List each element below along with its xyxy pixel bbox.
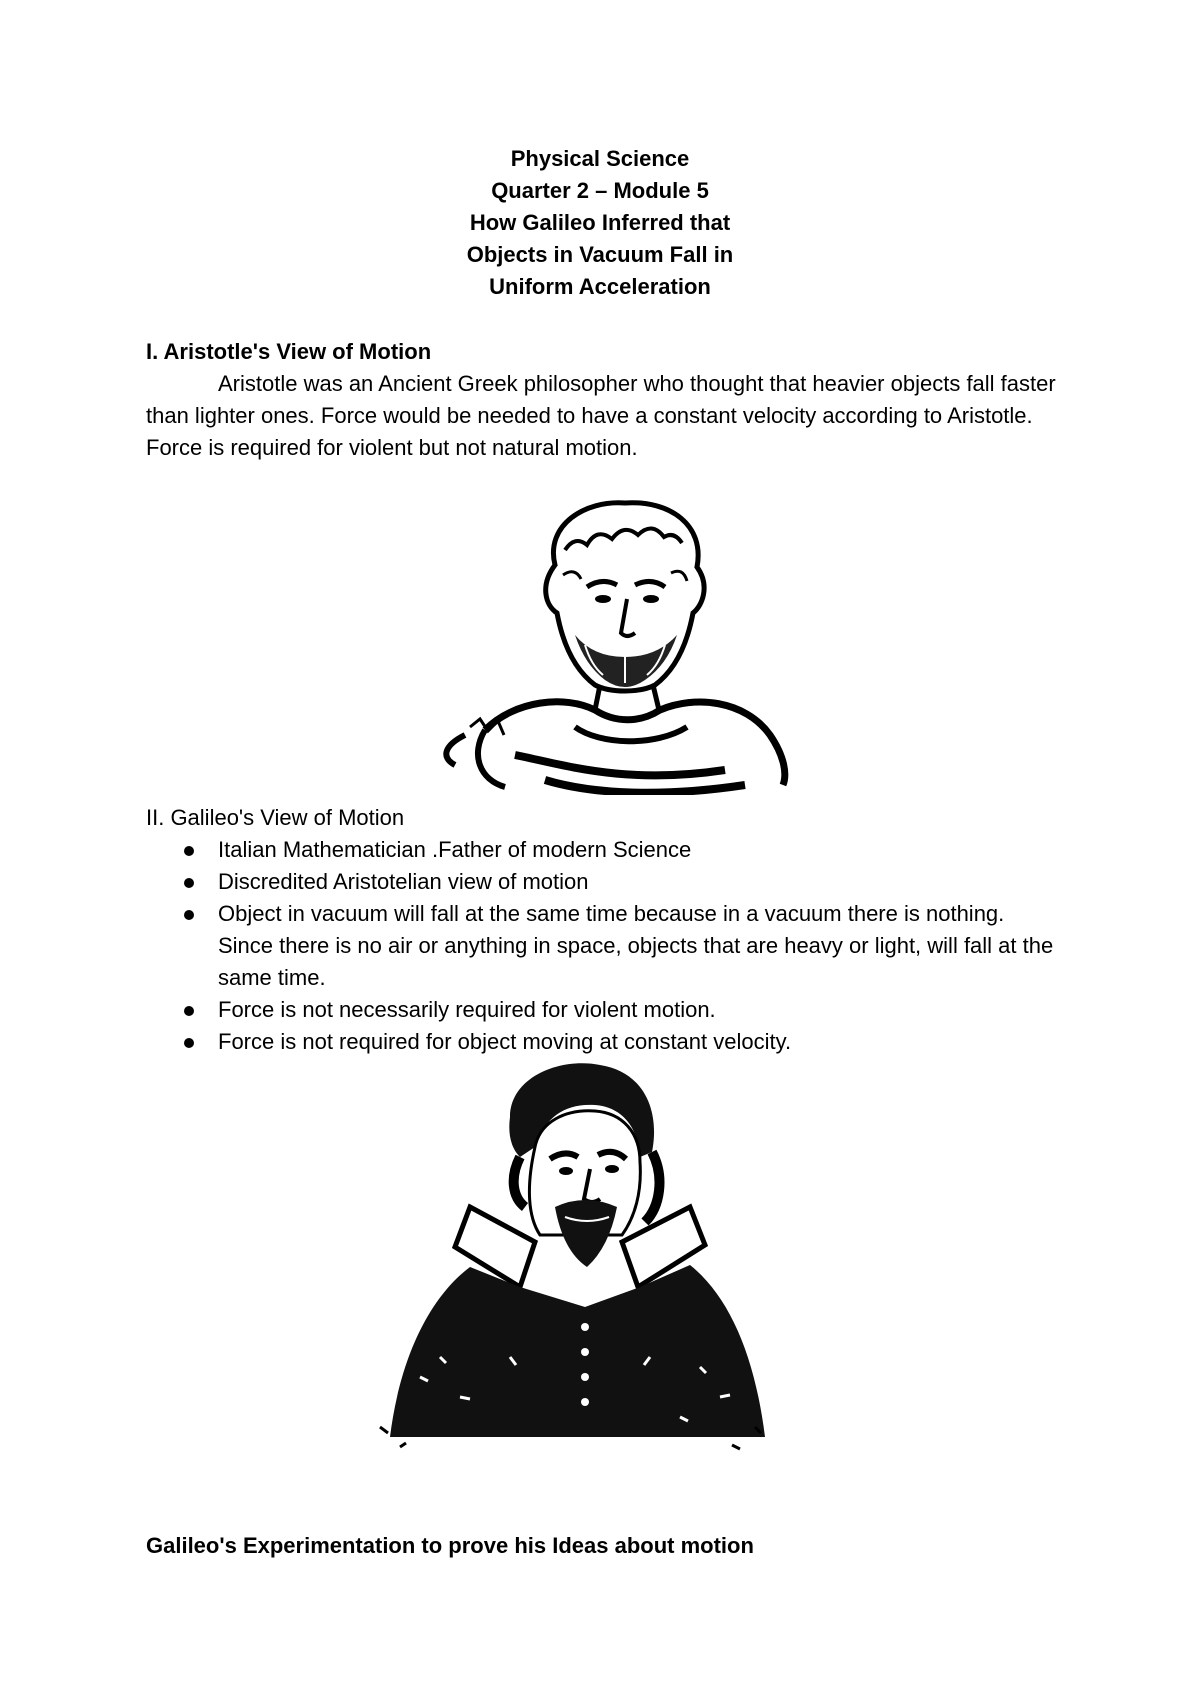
list-item	[146, 994, 1064, 1026]
bullet-dot-icon	[184, 878, 194, 888]
bullet-dot-icon	[184, 846, 194, 856]
list-item	[146, 898, 1064, 994]
bullet-dot-icon	[184, 1038, 194, 1048]
document-title	[0, 143, 1200, 303]
section-heading-aristotle: I. Aristotle's View of Motion	[146, 339, 432, 364]
aristotle-portrait	[425, 495, 825, 795]
galileo-bullet-list	[146, 834, 1066, 1058]
list-item-text: Object in vacuum will fall at the same time because in a vacuum there is nothing. Since there is no air or anything in space, objects that are heavy or light, will fall at the same time.	[218, 901, 1054, 990]
list-item-text: Italian Mathematician .Father of modern Science	[218, 837, 692, 862]
section-paragraph-aristotle: Aristotle was an Ancient Greek philosopher who thought that heavier objects fall faster than lighter ones. Force would be needed to have a constant velocity according to Aristotle. Force is required for violent but not natural motion.	[146, 371, 1056, 460]
bullet-dot-icon	[184, 910, 194, 920]
galileo-portrait	[360, 1057, 780, 1457]
list-item-text: Discredited Aristotelian view of motion	[218, 869, 589, 894]
section-heading-experimentation: Galileo's Experimentation to prove his Ideas about motion	[146, 1533, 754, 1558]
list-item	[146, 1026, 1064, 1058]
title-line-subject: Physical Science	[510, 146, 690, 171]
list-item-text: Force is not required for object moving at constant velocity.	[218, 1029, 792, 1054]
bullet-dot-icon	[184, 1006, 194, 1016]
title-line-topic-3: Uniform Acceleration	[489, 274, 711, 299]
list-item	[146, 866, 1064, 898]
title-line-module: Quarter 2 – Module 5	[491, 178, 709, 203]
list-item	[146, 834, 1064, 866]
title-line-topic-1: How Galileo Inferred that	[469, 210, 731, 235]
list-item-text: Force is not necessarily required for violent motion.	[218, 997, 716, 1022]
title-line-topic-2: Objects in Vacuum Fall in	[466, 242, 734, 267]
section-heading-galileo: II. Galileo's View of Motion	[146, 805, 405, 830]
